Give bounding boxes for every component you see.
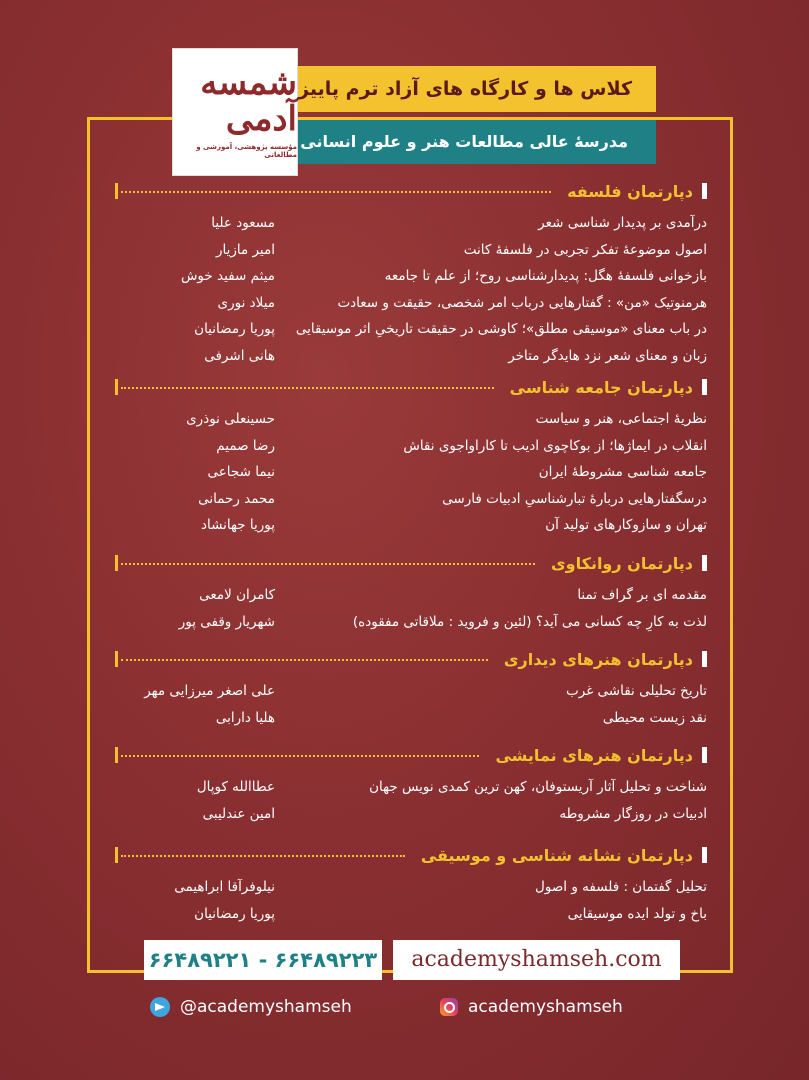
department-title: دپارتمان نشانه شناسی و موسیقی [420,846,693,865]
course-title: شناخت و تحلیل آثار آریستوفان، کهن ترین کمدی نویس جهان [369,779,707,795]
telegram-text: @academyshamseh [180,997,352,1017]
course-row [115,343,707,369]
header-right-bar [702,183,707,199]
teacher-name: پوریا رمضانیان [194,905,275,922]
header-right-bar [702,847,707,863]
department-title: دپارتمان روانکاوی [551,554,693,573]
course-row [115,801,707,827]
instagram-handle[interactable] [440,994,623,1020]
course-title: مقدمه ای بر گراف تمنا [577,587,707,603]
website-link[interactable]: academyshamseh.com [393,940,680,980]
course-title: نظریهٔ اجتماعی، هنر و سیاست [535,411,707,427]
course-title: درآمدی بر پدیدار شناسی شعر [538,215,707,231]
dotted-divider [121,387,494,389]
telegram-handle[interactable] [150,994,352,1020]
teacher-name: هلیا دارابی [215,709,275,726]
teacher-name: پوریا جهانشاد [200,517,275,533]
dotted-divider [121,855,405,857]
course-row [115,609,707,635]
department-header [115,744,707,768]
course-title: اصول موضوعهٔ تفکر تجربی در فلسفهٔ کانت [463,241,707,258]
header-left-bar [115,847,118,863]
header-left-bar [115,555,118,571]
teacher-name: نیما شجاعی [207,464,275,480]
course-row [115,237,707,263]
course-row [115,459,707,485]
instagram-icon [440,998,458,1016]
header-right-bar [702,747,707,763]
department-header [115,552,707,576]
instagram-text: academyshamseh [468,997,623,1017]
course-row [115,512,707,538]
teacher-name: شهریار وقفی پور [178,613,275,630]
teacher-name: محمد رحمانی [198,490,275,507]
teacher-name: هانی اشرفی [204,347,275,364]
dotted-divider [121,659,488,661]
course-row [115,210,707,236]
logo [172,48,298,176]
course-row [115,774,707,800]
course-title: در باب معنای «موسیقی مطلق»؛ کاوشی در حقیقت تاریخیِ اثر موسیقایی [295,321,707,337]
course-row [115,582,707,608]
teacher-name: کامران لامعی [199,587,275,603]
department-header [115,180,707,204]
header-left-bar [115,379,118,395]
department-title: دپارتمان هنرهای نمایشی [495,746,693,765]
department-title: دپارتمان جامعه شناسی [509,378,693,397]
teacher-name: پوریا رمضانیان [194,321,275,337]
teacher-name: عطاالله کوپال [196,779,275,795]
header-right-bar [702,379,707,395]
course-row [115,678,707,704]
course-title: درسگفتارهایی دربارهٔ تبارشناسیِ ادبیات فارسی [442,490,707,507]
header-left-bar [115,183,118,199]
course-title: تحلیل گفتمان : فلسفه و اصول [535,879,707,895]
course-row [115,874,707,900]
course-row [115,433,707,459]
course-title: نقد زیست محیطی [602,709,707,726]
course-row [115,290,707,316]
course-title: هرمنوتیک «من» : گفتارهایی درباب امر شخصی، حقیقت و سعادت [337,294,707,311]
course-title: لذت به کارِ چه کسانی می آید؟ (لئین و فروید : ملاقاتی مفقوده) [352,613,707,630]
teacher-name: رضا صمیم [216,437,275,454]
course-title: ادبیات در روزگار مشروطه [559,805,707,822]
header-right-bar [702,555,707,571]
course-title: باخ و تولد ایده موسیقایی [567,905,707,922]
course-row [115,486,707,512]
teacher-name: امین عندلیبی [202,805,275,822]
course-title: جامعه شناسی مشروطهٔ ایران [538,464,707,480]
dotted-divider [121,563,535,565]
course-row [115,263,707,289]
department-title: دپارتمان فلسفه [567,182,693,201]
telegram-icon [150,997,170,1017]
teacher-name: مسعود علیا [211,215,275,231]
logo-mark: شمسه آدمی [200,63,297,139]
dotted-divider [121,191,551,193]
course-row [115,901,707,927]
header-right-bar [702,651,707,667]
course-title: تهران و سازوکارهای تولید آن [545,517,707,533]
course-title: تاریخ تحلیلی نقاشی غرب [566,683,707,699]
dotted-divider [121,755,479,757]
teacher-name: امیر مازیار [215,241,275,258]
course-row [115,406,707,432]
teacher-name: علی اصغر میرزایی مهر [144,683,275,699]
teacher-name: حسینعلی نوذری [186,411,275,427]
course-row [115,316,707,342]
logo-subtitle: مؤسسه پژوهشی، آموزشی و مطالعاتی [196,143,297,159]
teacher-name: نیلوفرآقا ابراهیمی [174,879,275,895]
course-row [115,705,707,731]
banner-subtitle: مدرسهٔ عالی مطالعات هنر و علوم انسانی [298,120,656,164]
teacher-name: میثم سفید خوش [180,268,275,284]
phone-numbers[interactable]: ۶۶۴۸۹۲۲۱ - ۶۶۴۸۹۲۲۳ [144,940,382,980]
department-header [115,648,707,672]
department-title: دپارتمان هنرهای دیداری [503,650,693,669]
teacher-name: میلاد نوری [217,294,275,311]
department-header [115,376,707,400]
course-title: زبان و معنای شعر نزد هایدگر متاخر [508,347,707,364]
department-header [115,844,707,868]
course-title: انقلاب در ایماژها؛ از بوکاچوی ادیب تا کاراواجوی نقاش [403,437,707,454]
course-title: بازخوانی فلسفهٔ هگل: پدیدارشناسی روح؛ از علم تا جامعه [384,268,707,284]
header-left-bar [115,651,118,667]
banner-title: کلاس ها و کارگاه های آزاد ترم پاییز [298,66,656,112]
header-left-bar [115,747,118,763]
